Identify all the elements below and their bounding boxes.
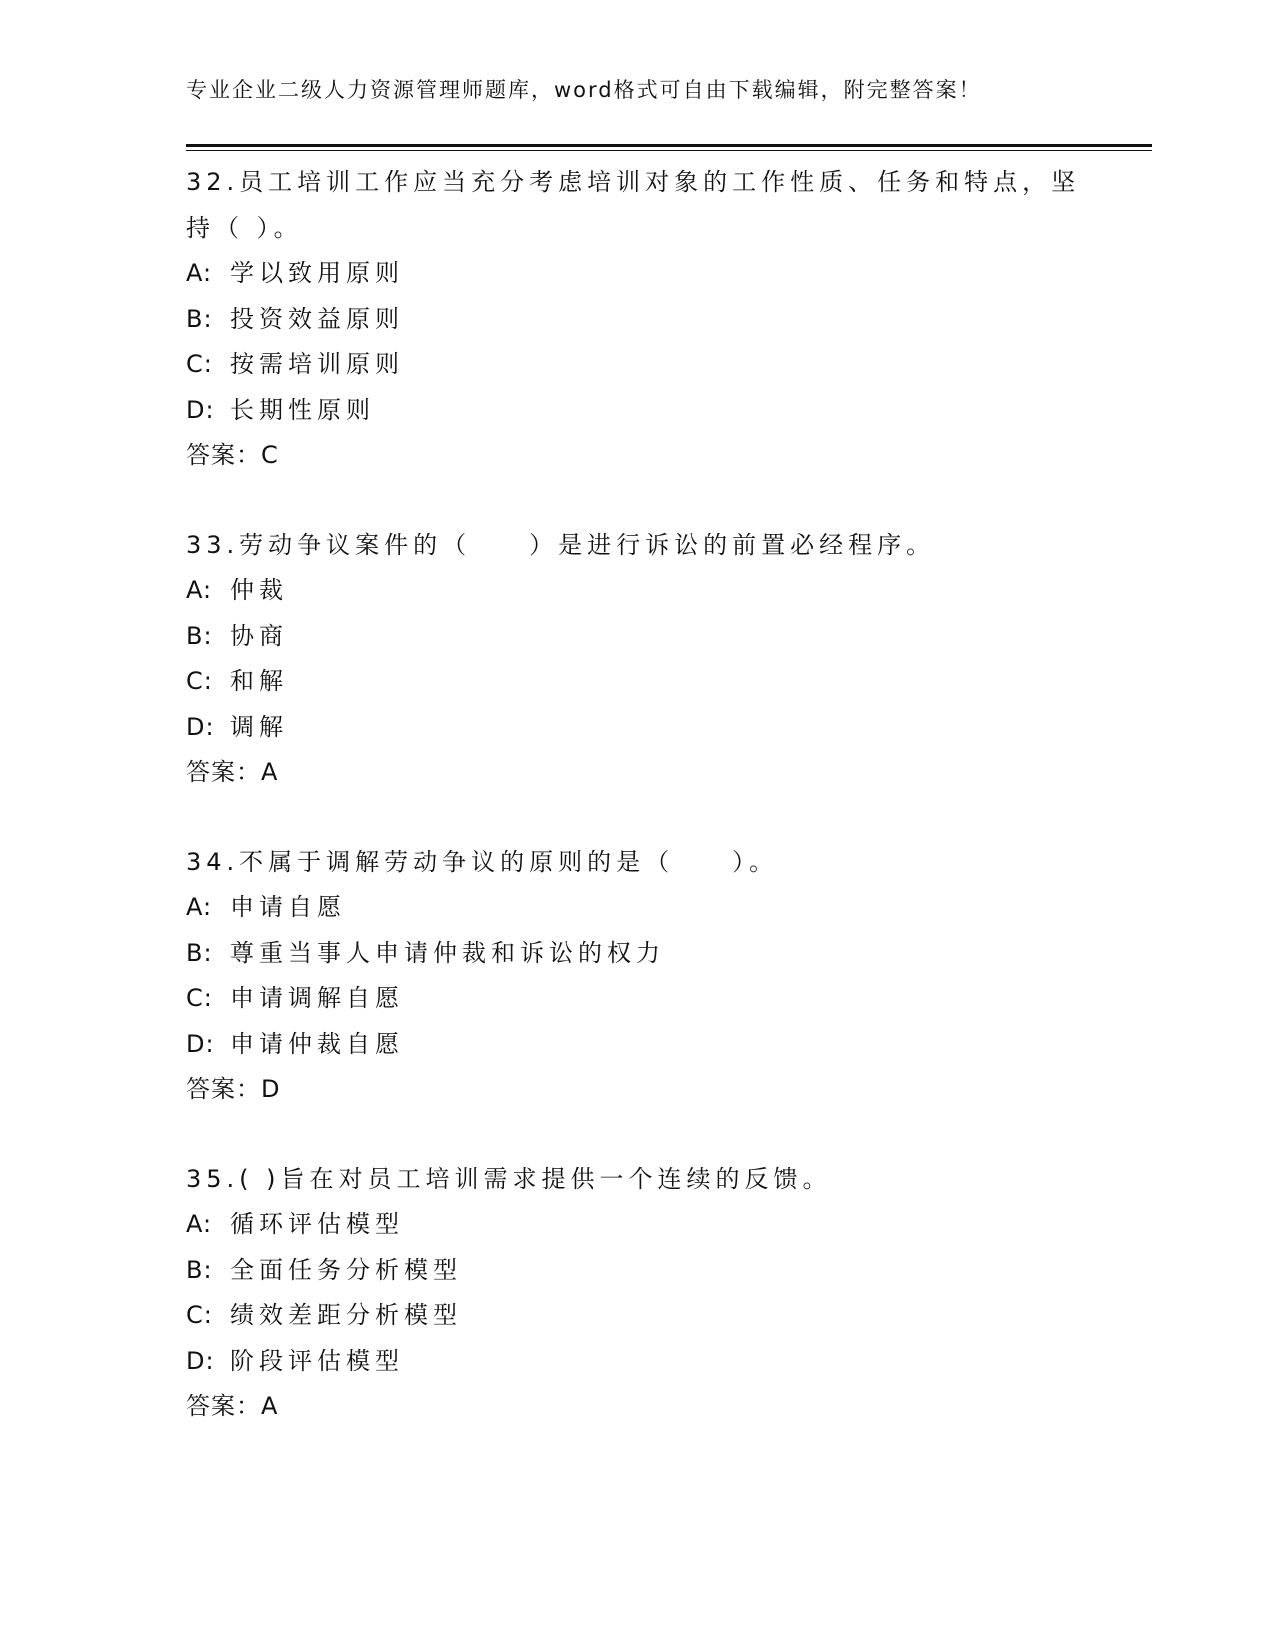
option-letter: A: bbox=[186, 1210, 213, 1238]
option-d bbox=[186, 1022, 1086, 1068]
answer-line: 答案：A bbox=[186, 758, 279, 786]
option-b bbox=[186, 297, 1086, 343]
option-text: 和解 bbox=[230, 667, 288, 695]
answer-line: 答案：C bbox=[186, 441, 279, 469]
option-text: 全面任务分析模型 bbox=[230, 1255, 462, 1284]
option-d bbox=[186, 388, 1086, 434]
option-letter: B: bbox=[186, 621, 213, 650]
option-letter: A: bbox=[186, 893, 213, 921]
option-text: 长期性原则 bbox=[230, 395, 375, 424]
answer-line: 答案：A bbox=[186, 1392, 279, 1420]
option-letter: C: bbox=[186, 350, 213, 378]
option-letter: A: bbox=[186, 576, 213, 604]
option-a bbox=[186, 568, 1086, 614]
option-a bbox=[186, 251, 1086, 297]
option-letter: B: bbox=[186, 304, 213, 333]
question-32 bbox=[186, 160, 1086, 479]
answer-line: 答案：D bbox=[186, 1075, 281, 1103]
option-d bbox=[186, 1339, 1086, 1385]
page-header: 专业企业二级人力资源管理师题库，word格式可自由下载编辑，附完整答案！ bbox=[186, 78, 982, 102]
question-stem: 35.( )旨在对员工培训需求提供一个连续的反馈。 bbox=[186, 1164, 832, 1193]
option-c bbox=[186, 659, 1086, 705]
question-stem: 33.劳动争议案件的（ ）是进行诉讼的前置必经程序。 bbox=[186, 530, 936, 559]
option-b bbox=[186, 931, 1086, 977]
option-text: 申请调解自愿 bbox=[230, 984, 404, 1012]
option-letter: C: bbox=[186, 667, 213, 695]
option-text: 尊重当事人申请仲裁和诉讼的权力 bbox=[230, 938, 665, 967]
question-stem: 34.不属于调解劳动争议的原则的是（ ）。 bbox=[186, 847, 779, 876]
option-text: 阶段评估模型 bbox=[230, 1346, 404, 1375]
option-text: 学以致用原则 bbox=[230, 259, 404, 287]
option-b bbox=[186, 1248, 1086, 1294]
option-c bbox=[186, 1293, 1086, 1339]
option-text: 申请仲裁自愿 bbox=[230, 1029, 404, 1058]
option-letter: D: bbox=[186, 712, 215, 741]
option-letter: D: bbox=[186, 1029, 215, 1058]
question-stem-continued: 持（ ）。 bbox=[186, 213, 303, 242]
option-letter: B: bbox=[186, 1255, 213, 1284]
option-c bbox=[186, 976, 1086, 1022]
question-33 bbox=[186, 523, 1086, 796]
option-letter: C: bbox=[186, 984, 213, 1012]
option-text: 调解 bbox=[230, 712, 288, 741]
option-d bbox=[186, 705, 1086, 751]
option-text: 协商 bbox=[230, 621, 288, 650]
question-stem: 32.员工培训工作应当充分考虑培训对象的工作性质、任务和特点，坚 bbox=[186, 168, 1081, 196]
header-rule-thick bbox=[186, 144, 1152, 147]
option-letter: B: bbox=[186, 938, 213, 967]
option-text: 申请自愿 bbox=[230, 893, 346, 921]
question-list bbox=[186, 160, 1086, 1474]
header-rule-thin bbox=[186, 150, 1152, 151]
option-letter: C: bbox=[186, 1301, 213, 1329]
option-text: 仲裁 bbox=[230, 576, 288, 604]
option-text: 循环评估模型 bbox=[230, 1210, 404, 1238]
option-a bbox=[186, 1202, 1086, 1248]
option-letter: A: bbox=[186, 259, 213, 287]
option-text: 绩效差距分析模型 bbox=[230, 1301, 462, 1329]
option-text: 按需培训原则 bbox=[230, 350, 404, 378]
option-b bbox=[186, 614, 1086, 660]
option-letter: D: bbox=[186, 1346, 215, 1375]
question-34 bbox=[186, 840, 1086, 1113]
option-letter: D: bbox=[186, 395, 215, 424]
question-35 bbox=[186, 1157, 1086, 1430]
option-c bbox=[186, 342, 1086, 388]
option-text: 投资效益原则 bbox=[230, 304, 404, 333]
option-a bbox=[186, 885, 1086, 931]
